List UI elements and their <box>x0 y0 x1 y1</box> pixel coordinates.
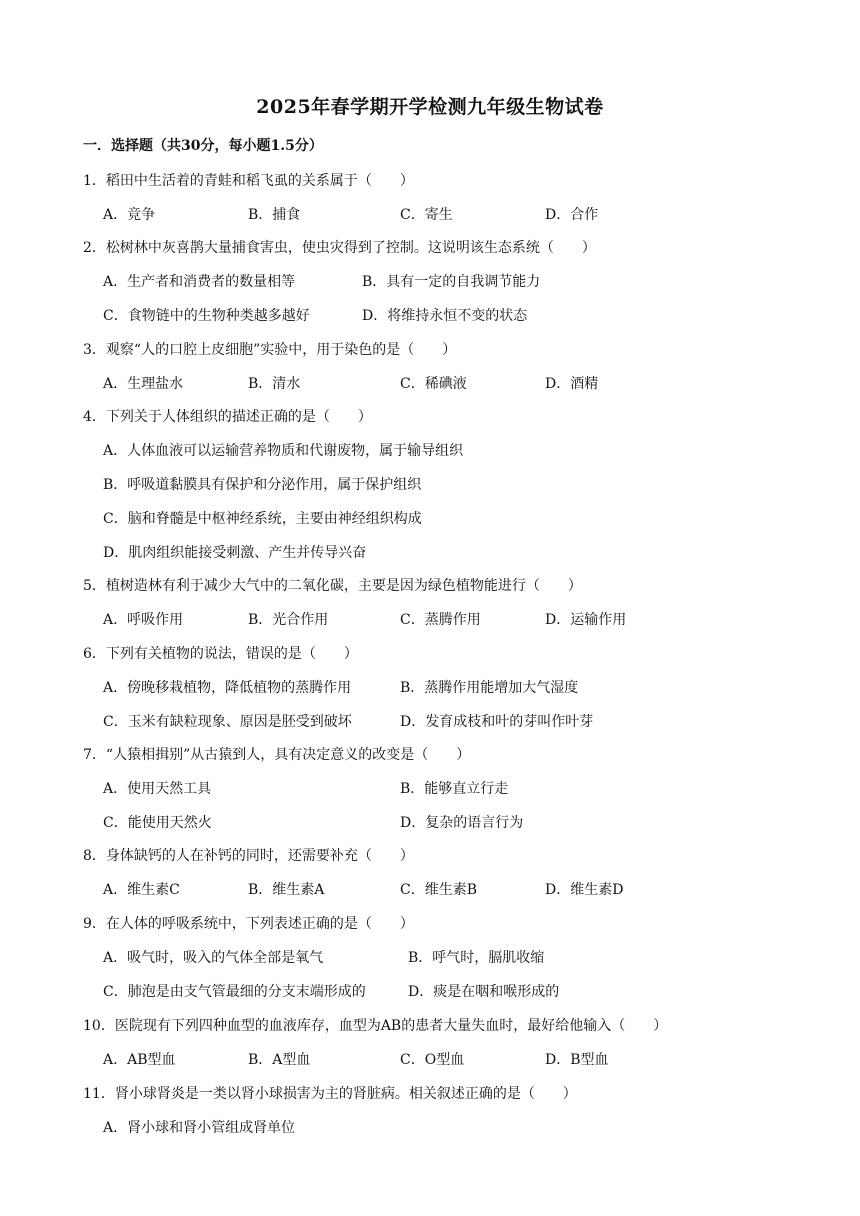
q9-option-b: B．呼气时，膈肌收缩 <box>408 950 545 966</box>
q11-option-a: A．肾小球和肾小管组成肾单位 <box>103 1120 296 1136</box>
q1-option-c: C．寄生 <box>400 207 453 223</box>
question-4-stem: 4．下列关于人体组织的描述正确的是（ ） <box>83 409 372 425</box>
q4-option-d: D．肌肉组织能接受刺激、产生并传导兴奋 <box>103 545 367 561</box>
question-1-stem: 1．稻田中生活着的青蛙和稻飞虱的关系属于（ ） <box>83 173 414 189</box>
q4-option-c: C．脑和脊髓是中枢神经系统，主要由神经组织构成 <box>103 511 422 527</box>
q2-option-a: A．生产者和消费者的数量相等 <box>103 274 296 290</box>
q10-option-a: A．AB型血 <box>103 1052 176 1068</box>
q8-option-b: B．维生素A <box>248 882 325 898</box>
q8-option-c: C．维生素B <box>400 882 477 898</box>
question-10-stem: 10．医院现有下列四种血型的血液库存，血型为AB的患者大量失血时，最好给他输入（ ） <box>83 1018 668 1034</box>
question-7-stem: 7．“人猿相揖别”从古猿到人，具有决定意义的改变是（ ） <box>83 747 471 763</box>
q10-option-b: B．A型血 <box>248 1052 311 1068</box>
q1-option-a: A．竞争 <box>103 207 156 223</box>
question-3-stem: 3．观察“人的口腔上皮细胞”实验中，用于染色的是（ ） <box>83 342 457 358</box>
question-11-stem: 11．肾小球肾炎是一类以肾小球损害为主的肾脏病。相关叙述正确的是（ ） <box>83 1086 577 1102</box>
q2-option-d: D．将维持永恒不变的状态 <box>362 308 528 324</box>
q1-option-d: D．合作 <box>545 207 599 223</box>
q7-option-c: C．能使用天然火 <box>103 815 212 831</box>
q9-option-c: C．肺泡是由支气管最细的分支末端形成的 <box>103 984 366 1000</box>
q9-option-a: A．吸气时，吸入的气体全部是氧气 <box>103 950 324 966</box>
q7-option-a: A．使用天然工具 <box>103 781 212 797</box>
q8-option-a: A．维生素C <box>103 882 180 898</box>
q6-option-a: A．傍晚移栽植物，降低植物的蒸腾作用 <box>103 680 352 696</box>
q1-option-b: B．捕食 <box>248 207 301 223</box>
q6-option-d: D．发育成枝和叶的芽叫作叶芽 <box>400 714 594 730</box>
q8-option-d: D．维生素D <box>545 882 624 898</box>
q4-option-a: A．人体血液可以运输营养物质和代谢废物，属于输导组织 <box>103 443 464 459</box>
q3-option-d: D．酒精 <box>545 376 599 392</box>
q5-option-b: B．光合作用 <box>248 612 329 628</box>
q5-option-d: D．运输作用 <box>545 612 627 628</box>
question-9-stem: 9．在人体的呼吸系统中，下列表述正确的是（ ） <box>83 916 414 932</box>
q9-option-d: D．痰是在咽和喉形成的 <box>408 984 560 1000</box>
q7-option-b: B．能够直立行走 <box>400 781 509 797</box>
q10-option-c: C．O型血 <box>400 1052 465 1068</box>
q6-option-c: C．玉米有缺粒现象、原因是胚受到破坏 <box>103 714 352 730</box>
q2-option-c: C．食物链中的生物种类越多越好 <box>103 308 310 324</box>
q10-option-d: D．B型血 <box>545 1052 609 1068</box>
q5-option-a: A．呼吸作用 <box>103 612 184 628</box>
q4-option-b: B．呼吸道黏膜具有保护和分泌作用，属于保护组织 <box>103 477 422 493</box>
q3-option-c: C．稀碘液 <box>400 376 467 392</box>
q3-option-a: A．生理盐水 <box>103 376 184 392</box>
question-6-stem: 6．下列有关植物的说法，错误的是（ ） <box>83 646 358 662</box>
section-heading: 一．选择题（共30分，每小题1.5分） <box>83 138 323 154</box>
q3-option-b: B．清水 <box>248 376 301 392</box>
q6-option-b: B．蒸腾作用能增加大气湿度 <box>400 680 579 696</box>
q2-option-b: B．具有一定的自我调节能力 <box>362 274 541 290</box>
page-title: 2025年春学期开学检测九年级生物试卷 <box>256 96 604 118</box>
question-5-stem: 5．植树造林有利于减少大气中的二氧化碳，主要是因为绿色植物能进行（ ） <box>83 578 582 594</box>
q5-option-c: C．蒸腾作用 <box>400 612 481 628</box>
question-8-stem: 8．身体缺钙的人在补钙的同时，还需要补充（ ） <box>83 848 414 864</box>
question-2-stem: 2．松树林中灰喜鹊大量捕食害虫，使虫灾得到了控制。这说明该生态系统（ ） <box>83 240 596 256</box>
q7-option-d: D．复杂的语言行为 <box>400 815 524 831</box>
